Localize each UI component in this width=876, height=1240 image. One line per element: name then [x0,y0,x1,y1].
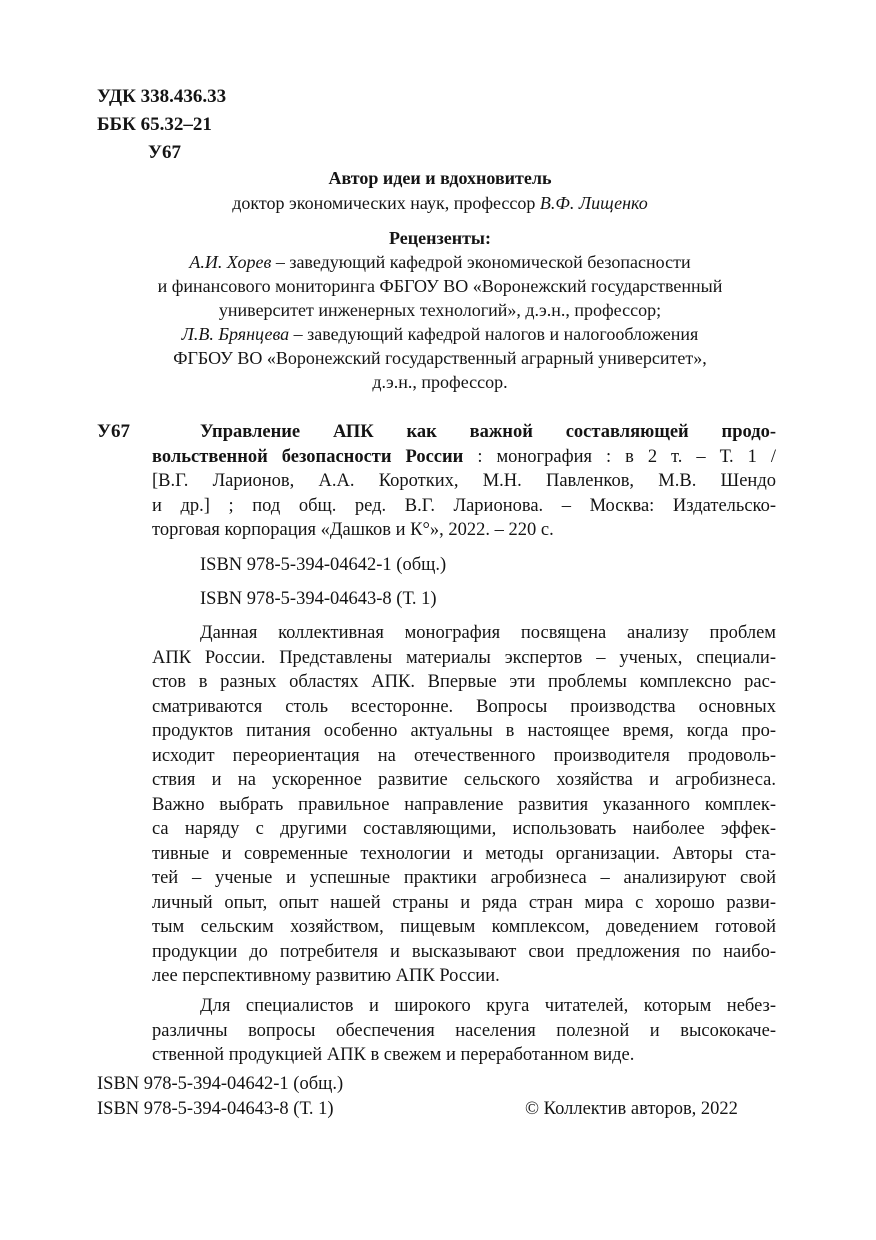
abstract-line: АПК России. Представлены материалы экспертов – ученых, специали- [152,647,776,668]
abstract-line: продуктов питания особенно актуальны в настоящее время, когда про- [152,721,776,741]
record-line-2 [152,445,776,470]
abstract-line: стов в разных областях АПК. Впервые эти проблемы комплексно рас- [152,672,776,692]
record-isbn-2: ISBN 978-5-394-04643-8 (Т. 1) [200,589,437,609]
abstract-line: Данная коллективная монография посвящена анализу проблем [200,623,776,643]
abstract-line: тей – ученые и успешные практики агробизнеса – анализируют свой [152,868,776,888]
record-line-4: и др.] ; под общ. ред. В.Г. Ларионова. – Москва: Издательско- [152,496,776,516]
idea-author-name: В.Ф. Лищенко [539,193,648,213]
abstract-line: сматриваются столь всесторонне. Вопросы производства основных [152,696,776,717]
reviewer-1-line-3: университет инженерных технологий», д.э.н., профессор; [218,300,662,320]
audience-line: Для специалистов и широкого круга читателей, которым небез- [200,996,776,1016]
abstract-line: личный опыт, опыт нашей страны и ряда стран мира с хорошо разви- [152,892,776,913]
record-mark: У67 [97,421,130,442]
abstract-line: Важно выбрать правильное направление развития указанного комплек- [152,794,776,815]
reviewer-1-line-1: А.И. Хорев – заведующий кафедрой экономической безопасности [189,252,691,272]
reviewer-1-name: А.И. Хорев [189,252,272,272]
record-line-3: [В.Г. Ларионов, А.А. Коротких, М.Н. Павленков, М.В. Шендо [152,471,776,491]
abstract-line: тым сельским хозяйством, пищевым комплексом, доведением готовой [152,917,776,937]
reviewer-1-line-2: и финансового мониторинга ФБГОУ ВО «Воронежский государственный [157,276,723,296]
reviewer-2-line-1: Л.В. Брянцева – заведующий кафедрой налогов и налогообложения [181,324,699,344]
footer-isbn-2: ISBN 978-5-394-04643-8 (Т. 1) [97,1099,334,1119]
idea-author-title: доктор экономических наук, профессор [232,193,540,213]
abstract-line: исходит переориентация на отечественного производителя продоволь- [152,745,776,766]
author-mark: У67 [148,142,181,163]
copyright: © Коллектив авторов, 2022 [525,1099,738,1119]
audience-line: ственной продукцией АПК в свежем и переработанном виде. [152,1045,635,1065]
audience-line: различны вопросы обеспечения населения полезной и высококаче- [152,1020,776,1041]
record-title-part-2: вольственной безопасности России [152,447,464,467]
abstract-line: лее перспективному развитию АПК России. [152,966,500,986]
idea-author-line [95,191,785,215]
reviewer-2-line-2: ФГБОУ ВО «Воронежский государственный аграрный университет», [173,348,707,368]
udk-code: УДК 338.436.33 [97,86,227,107]
record-publication-type: : монография : в 2 т. – Т. 1 / [463,447,776,467]
reviewer-2-line-3: д.э.н., профессор. [372,372,508,392]
record-title-line-1: Управление АПК как важной составляющей продо- [200,422,776,442]
record-line-5: торговая корпорация «Дашков и К°», 2022. – 220 с. [152,520,554,540]
reviewers-heading: Рецензенты: [389,228,491,248]
bbk-code: ББК 65.32–21 [97,114,212,135]
abstract-line: тивные и современные технологии и методы организации. Авторы ста- [152,843,776,864]
abstract-line: ствия и на ускоренное развитие сельского хозяйства и агробизнеса. [152,770,776,790]
idea-author-heading: Автор идеи и вдохновитель [328,168,552,188]
record-isbn-1: ISBN 978-5-394-04642-1 (общ.) [200,555,447,575]
reviewer-2-name: Л.В. Брянцева [181,324,290,344]
footer-isbn-1: ISBN 978-5-394-04642-1 (общ.) [97,1074,344,1094]
abstract-line: продукции до потребителя и высказывают свои предложения по наибо- [152,941,776,962]
abstract-line: са наряду с другими составляющими, использовать наиболее эффек- [152,819,776,839]
